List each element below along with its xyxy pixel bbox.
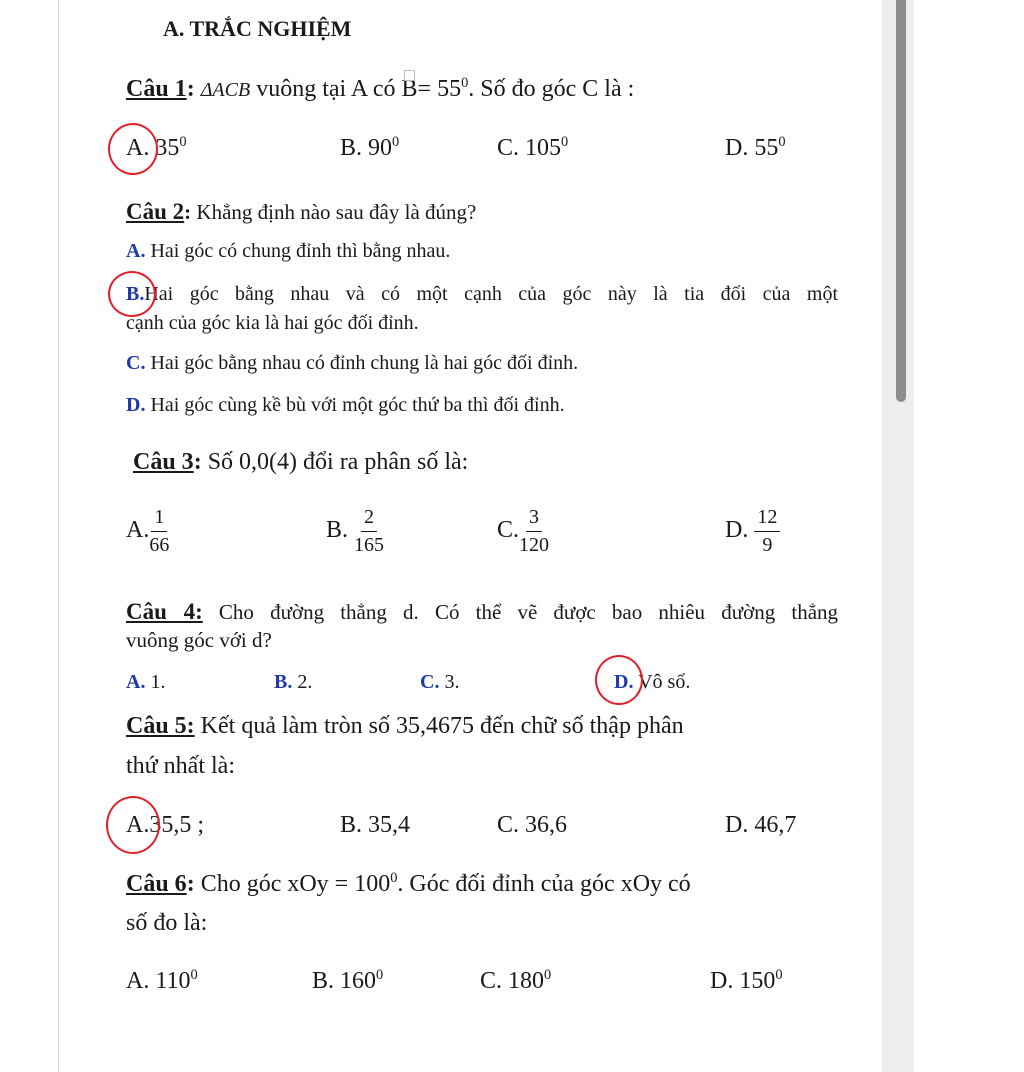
question-5-label: Câu 5:: [126, 713, 195, 739]
page-left-edge: [58, 0, 59, 1072]
q5-option-d[interactable]: D. 46,7: [725, 812, 797, 838]
q2-option-d[interactable]: D. Hai góc cùng kề bù với một góc thứ ba thì đối đỉnh.: [126, 394, 565, 416]
q5-option-c[interactable]: C. 36,6: [497, 812, 568, 838]
q1-option-d[interactable]: D. $55^0$: [725, 134, 786, 161]
question-5: Câu 5: Kết quả làm tròn số 35,4675 đến chữ số thập phân: [126, 713, 684, 739]
q5-option-a[interactable]: A.35,5 ;: [126, 812, 205, 838]
q3-option-b[interactable]: B. $\frac{2}{165}$: [326, 506, 385, 556]
q3-option-c[interactable]: C. $\frac{3}{120}$: [497, 506, 550, 556]
q2-option-a[interactable]: A. Hai góc có chung đỉnh thì bằng nhau.: [126, 240, 451, 262]
q1-option-c[interactable]: C. $105^0$: [497, 134, 569, 161]
q2-option-b-cont: cạnh của góc kia là hai góc đối đỉnh.: [126, 312, 419, 334]
q6-option-c[interactable]: C. $180^0$: [480, 967, 552, 994]
question-2-label: Câu 2: [126, 199, 185, 224]
q4-option-c[interactable]: C. 3.: [420, 671, 460, 693]
question-4: Câu 4: Cho đường thẳng d. Có thể vẽ được bao nhiêu đường thẳng: [126, 599, 839, 624]
q3-option-a[interactable]: A. $\frac{1}{66}$: [126, 506, 170, 556]
q5-option-b[interactable]: B. 35,4: [340, 812, 411, 838]
question-3-label: Câu 3: [133, 449, 194, 475]
scrollbar-thumb[interactable]: [896, 0, 906, 402]
q2-option-c[interactable]: C. Hai góc bằng nhau có đỉnh chung là hai góc đối đỉnh.: [126, 352, 579, 374]
q6-option-a[interactable]: A. $110^0$: [126, 967, 198, 994]
q2-option-b[interactable]: B.Hai góc bằng nhau và có một cạnh của góc này là tia đối của một: [126, 283, 838, 305]
q1-option-a[interactable]: A. $35^0$: [126, 134, 187, 161]
question-4-label: Câu 4:: [126, 599, 203, 624]
fraction-c: $\frac{3}{120}$: [519, 506, 550, 556]
fraction-d: $\frac{12}{9}$: [754, 506, 780, 557]
q4-option-a[interactable]: A. 1.: [126, 671, 166, 693]
question-6-cont: số đo là:: [126, 910, 208, 936]
question-2: Câu 2: Khẳng định nào sau đây là đúng?: [126, 199, 477, 224]
answer-circle-q2: [108, 271, 156, 317]
question-1: Câu 1: ΔACB vuông tại A có $B= 55^0$. Số đo góc C là :: [126, 75, 635, 102]
answer-circle-q4: [595, 655, 643, 705]
answer-circle-q1: [108, 123, 158, 175]
question-3: Câu 3: Số 0,0(4) đổi ra phân số là:: [133, 449, 469, 475]
q1-option-b[interactable]: B. $90^0$: [340, 134, 400, 161]
question-6-label: Câu 6: [126, 871, 187, 897]
q6-option-d[interactable]: D. $150^0$: [710, 967, 783, 994]
question-1-label: Câu 1: [126, 76, 187, 102]
q3-option-d[interactable]: D. $\frac{12}{9}$: [725, 506, 780, 557]
triangle-symbol: ΔACB: [200, 79, 251, 101]
section-title: A. TRẮC NGHIỆM: [163, 16, 352, 41]
question-5-cont: thứ nhất là:: [126, 753, 235, 779]
q4-option-b[interactable]: B. 2.: [274, 671, 313, 693]
answer-circle-q5: [106, 796, 160, 854]
question-6: Câu 6: Cho góc xOy = $100^0$. Góc đối đỉnh của góc xOy có: [126, 870, 691, 897]
fraction-a: $\frac{1}{66}$: [149, 506, 170, 556]
q4-option-d[interactable]: D. Vô số.: [614, 671, 691, 693]
question-4-cont: vuông góc với d?: [126, 628, 272, 652]
angle-b: B: [401, 76, 418, 102]
fraction-b: $\frac{2}{165}$: [354, 506, 385, 556]
q6-option-b[interactable]: B. $160^0$: [312, 967, 384, 994]
